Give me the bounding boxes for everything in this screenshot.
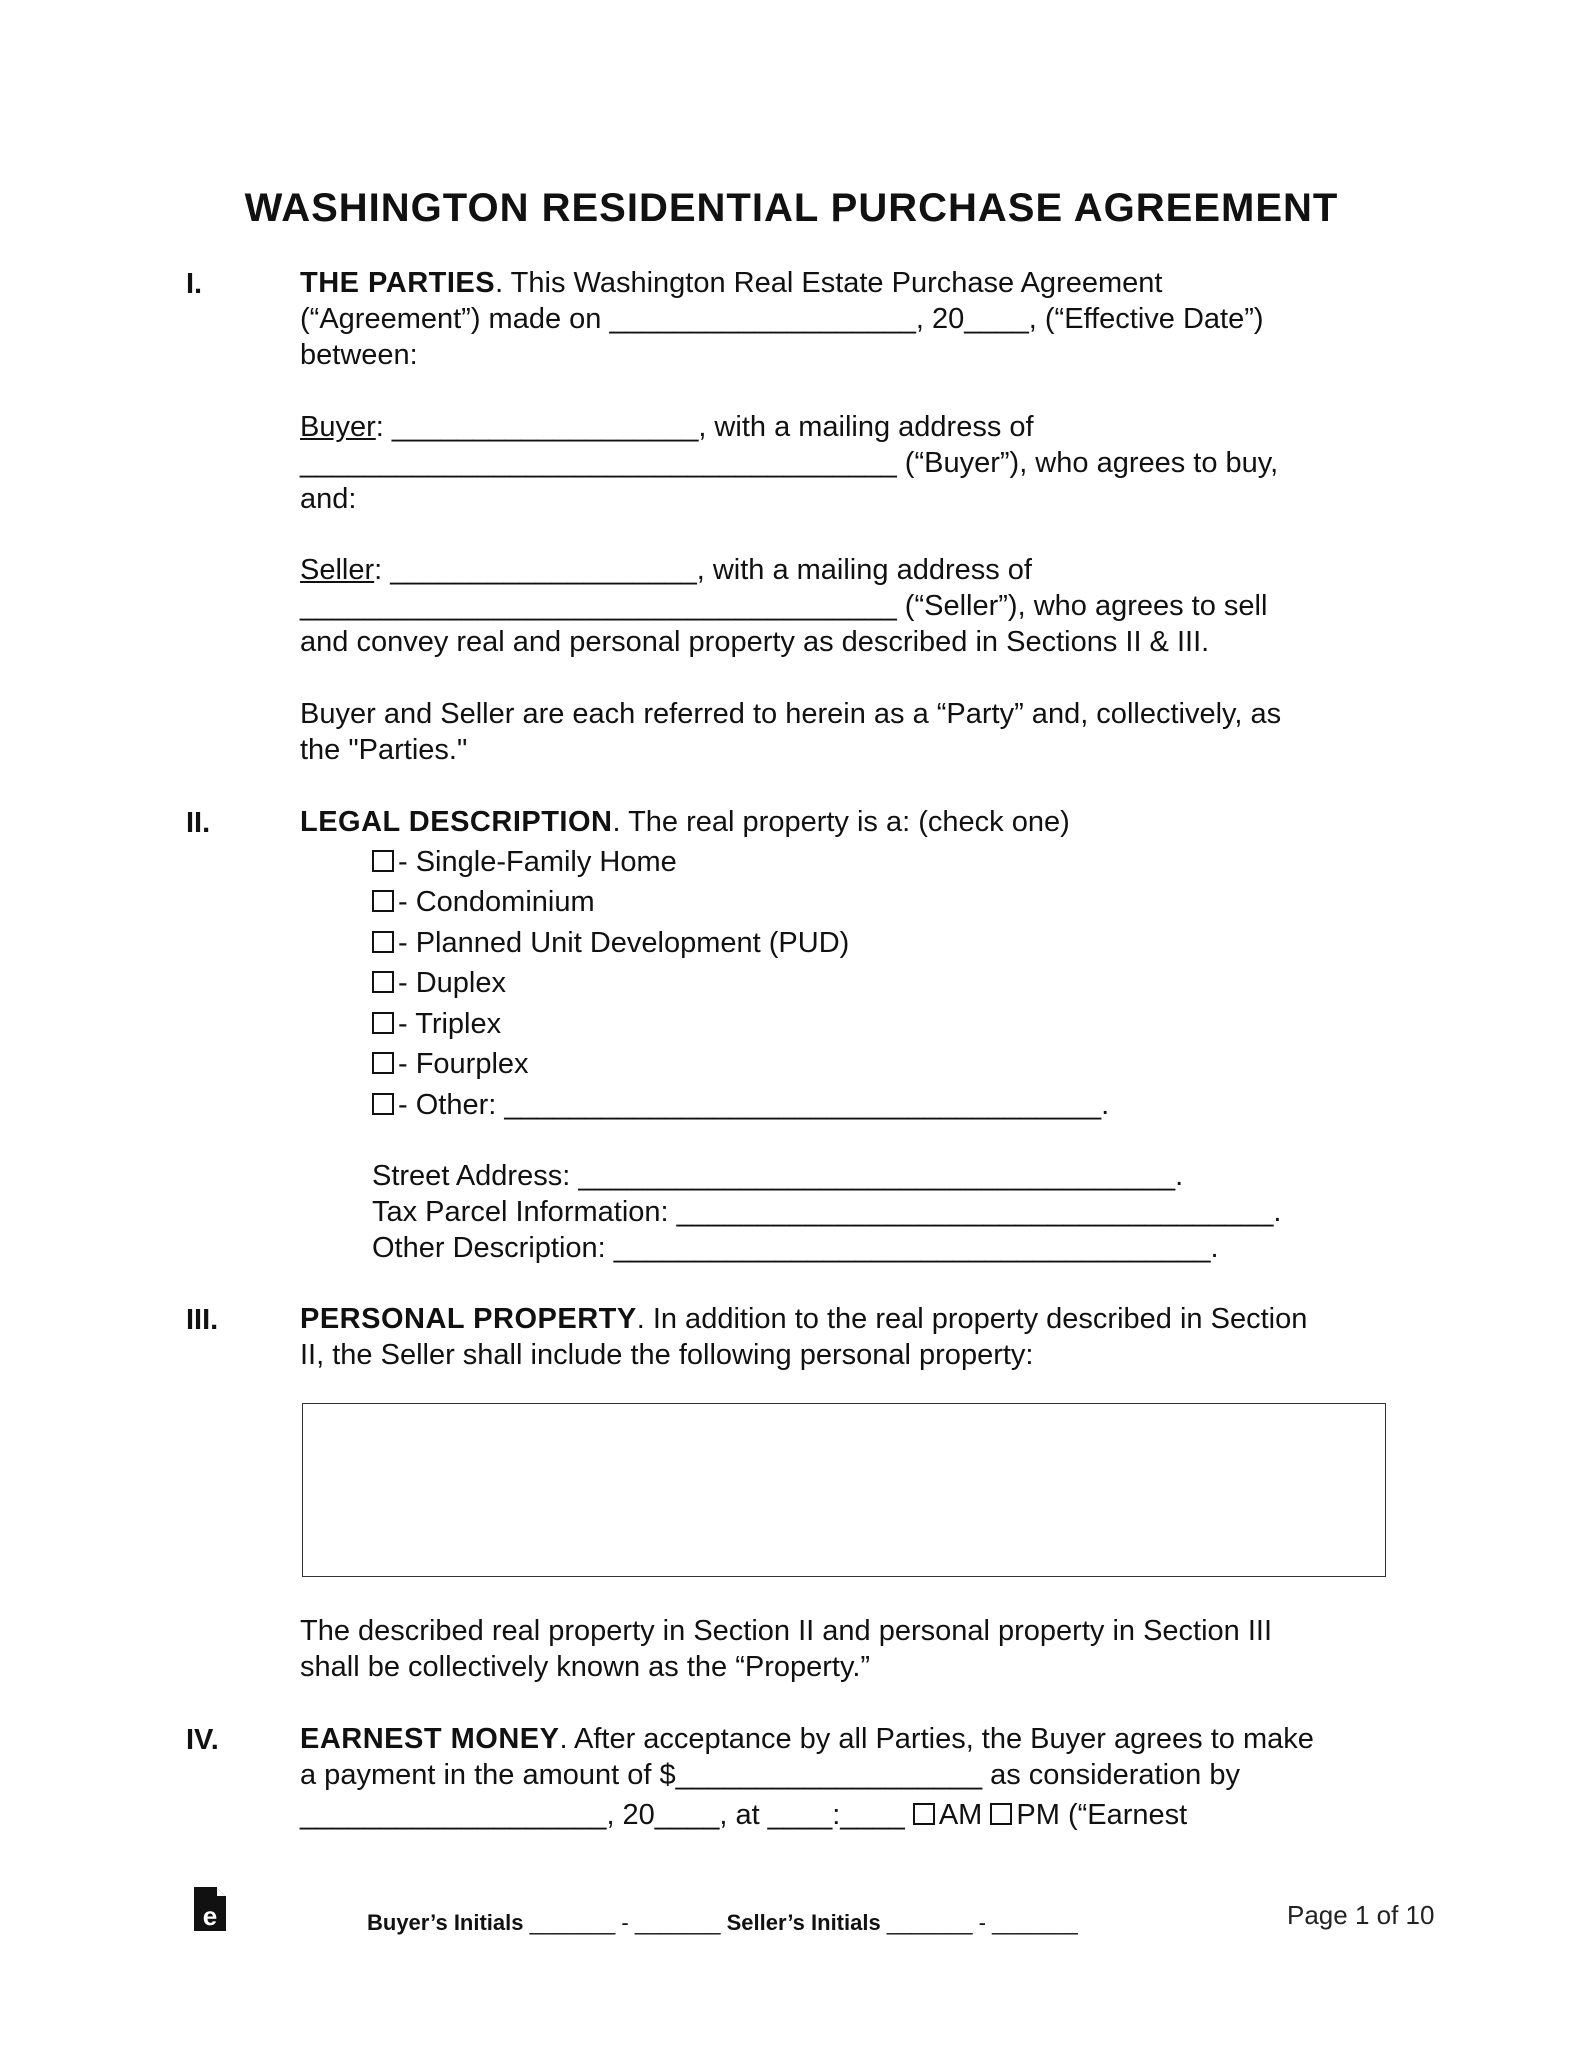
personal-line-1: PERSONAL PROPERTY. In addition to the real property described in Section — [300, 1303, 1308, 1335]
earnest-line-1: EARNEST MONEY. After acceptance by all Parties, the Buyer agrees to make — [300, 1723, 1314, 1755]
page-number: Page 1 of 10 — [1287, 1900, 1435, 1930]
earnest-line-3: ___________________, 20____, at ____:____ AM PM (“Earnest — [300, 1799, 1188, 1831]
document-title: WASHINGTON RESIDENTIAL PURCHASE AGREEMENT — [244, 186, 1339, 230]
buyer-line-3: and: — [300, 483, 357, 515]
property-type-option: - Triplex — [372, 1006, 501, 1042]
property-collective-line-2: shall be collectively known as the “Property.” — [300, 1651, 871, 1683]
parties-line-1: THE PARTIES. This Washington Real Estate Purchase Agreement — [300, 267, 1163, 299]
seller-label: Seller — [300, 554, 375, 586]
legal-heading: LEGAL DESCRIPTION — [300, 806, 613, 838]
buyer-line-1: Buyer: ___________________, with a mailing address of — [300, 411, 1034, 443]
buyer-label: Buyer — [300, 411, 376, 443]
property-type-option: - Planned Unit Development (PUD) — [372, 925, 849, 961]
collective-line-2: the "Parties." — [300, 734, 468, 766]
buyer-initials-blanks[interactable]: _______ - _______ — [529, 1910, 721, 1935]
property-collective-line-1: The described real property in Section II and personal property in Section III — [300, 1615, 1273, 1647]
tax-parcel-line: Tax Parcel Information: _____________________________________. — [372, 1196, 1282, 1228]
other-description-line: Other Description: _____________________________________. — [372, 1232, 1219, 1264]
checkbox-duplex[interactable] — [372, 971, 394, 993]
section-number-iii: III. — [186, 1304, 219, 1336]
checkbox-other[interactable] — [372, 1093, 394, 1115]
legal-intro-line: LEGAL DESCRIPTION. The real property is a: (check one) — [300, 806, 1070, 838]
personal-heading: PERSONAL PROPERTY — [300, 1303, 637, 1335]
svg-text:e: e — [202, 1901, 218, 1931]
personal-property-text-box[interactable] — [302, 1403, 1386, 1577]
parties-line-3: between: — [300, 339, 418, 371]
checkbox-condominium[interactable] — [372, 890, 394, 912]
seller-initials-blanks[interactable]: _______ - _______ — [886, 1910, 1078, 1935]
street-address-line: Street Address: _____________________________________. — [372, 1160, 1184, 1192]
property-type-option: - Condominium — [372, 884, 595, 920]
parties-heading: THE PARTIES — [300, 267, 496, 299]
checkbox-single-family[interactable] — [372, 850, 394, 872]
checkbox-pud[interactable] — [372, 931, 394, 953]
section-number-iv: IV. — [186, 1724, 219, 1756]
seller-line-1: Seller: ___________________, with a mailing address of — [300, 554, 1032, 586]
section-number-ii: II. — [186, 807, 211, 839]
section-number-i: I. — [186, 268, 203, 300]
buyer-initials-label: Buyer’s Initials — [367, 1910, 524, 1935]
buyer-line-2: _____________________________________ (“Buyer”), who agrees to buy, — [300, 447, 1279, 479]
initials-footer — [367, 1910, 1078, 1936]
parties-line-2: (“Agreement”) made on ___________________, 20____, (“Effective Date”) — [300, 303, 1264, 335]
personal-line-2: II, the Seller shall include the following personal property: — [300, 1339, 1034, 1371]
checkbox-triplex[interactable] — [372, 1012, 394, 1034]
collective-line-1: Buyer and Seller are each referred to herein as a “Party” and, collectively, as — [300, 698, 1282, 730]
checkbox-pm[interactable] — [990, 1803, 1012, 1825]
property-type-option: - Fourplex — [372, 1046, 529, 1082]
checkbox-fourplex[interactable] — [372, 1052, 394, 1074]
checkbox-am[interactable] — [913, 1803, 935, 1825]
earnest-line-2: a payment in the amount of $___________________ as consideration by — [300, 1759, 1240, 1791]
property-type-option: - Duplex — [372, 965, 506, 1001]
property-type-option: - Other: _____________________________________. — [372, 1087, 1109, 1123]
seller-line-3: and convey real and personal property as described in Sections II & III. — [300, 626, 1210, 658]
seller-initials-label: Seller’s Initials — [726, 1910, 881, 1935]
esign-logo-icon — [192, 1885, 228, 1933]
earnest-heading: EARNEST MONEY — [300, 1723, 560, 1755]
property-type-option: - Single-Family Home — [372, 844, 677, 880]
seller-line-2: _____________________________________ (“Seller”), who agrees to sell — [300, 590, 1268, 622]
